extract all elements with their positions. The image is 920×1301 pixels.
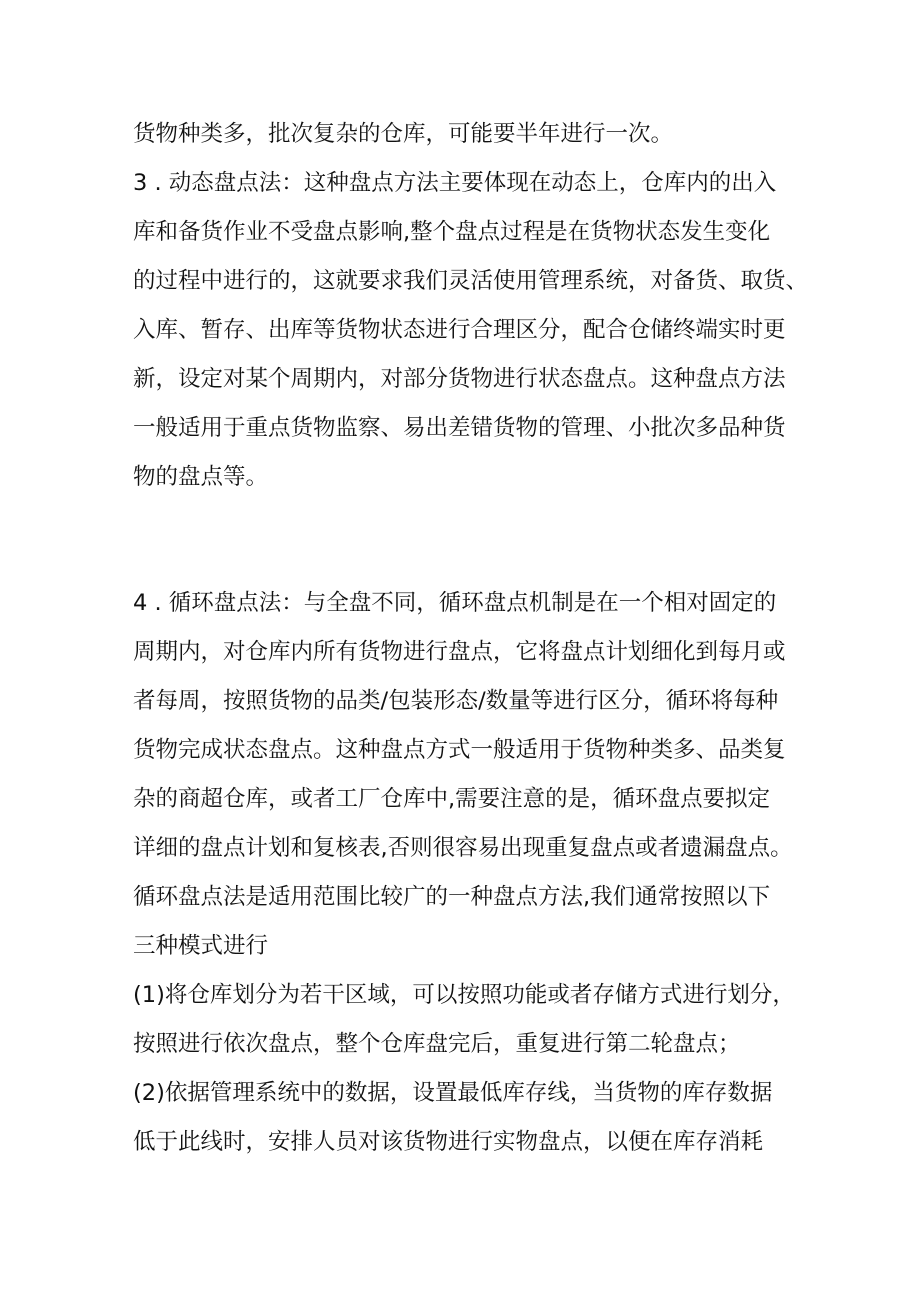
text-line: 按照进行依次盘点，整个仓库盘完后，重复进行第二轮盘点； bbox=[133, 1031, 741, 1057]
text-line: 三种模式进行 bbox=[133, 933, 269, 959]
text-line: 4 . 循环盘点法：与全盘不同，循环盘点机制是在一个相对固定的 bbox=[133, 590, 777, 616]
text-line: 一般适用于重点货物监察、易出差错货物的管理、小批次多品种货 bbox=[133, 415, 786, 441]
text-line: 的过程中进行的，这就要求我们灵活使用管理系统，对备货、取货、 bbox=[133, 268, 809, 294]
text-block-dynamic-counting bbox=[133, 110, 813, 502]
text-line: (1)将仓库划分为若干区域，可以按照功能或者存储方式进行划分， bbox=[133, 982, 795, 1008]
text-line: 新，设定对某个周期内，对部分货物进行状态盘点。这种盘点方法 bbox=[133, 366, 786, 392]
text-block-cycle-counting bbox=[133, 579, 813, 1167]
text-line: 货物种类多，批次复杂的仓库，可能要半年进行一次。 bbox=[133, 121, 674, 147]
text-line: 周期内，对仓库内所有货物进行盘点，它将盘点计划细化到每月或 bbox=[133, 639, 786, 665]
text-line: (2)依据管理系统中的数据，设置最低库存线，当货物的库存数据 bbox=[133, 1080, 773, 1106]
text-line: 循环盘点法是适用范围比较广的一种盘点方法,我们通常按照以下 bbox=[133, 884, 771, 910]
text-line: 库和备货作业不受盘点影响,整个盘点过程是在货物状态发生变化 bbox=[133, 219, 771, 245]
text-line: 货物完成状态盘点。这种盘点方式一般适用于货物种类多、品类复 bbox=[133, 737, 786, 763]
text-line: 入库、暂存、出库等货物状态进行合理区分，配合仓储终端实时更 bbox=[133, 317, 786, 343]
text-line: 者每周，按照货物的品类/包装形态/数量等进行区分，循环将每种 bbox=[133, 688, 779, 714]
text-line: 物的盘点等。 bbox=[133, 464, 269, 490]
text-line: 低于此线时，安排人员对该货物进行实物盘点，以便在库存消耗 bbox=[133, 1129, 764, 1155]
text-line: 3 . 动态盘点法：这种盘点方法主要体现在动态上，仓库内的出入 bbox=[133, 170, 777, 196]
text-line: 详细的盘点计划和复核表,否则很容易出现重复盘点或者遗漏盘点。 bbox=[133, 835, 793, 861]
text-line: 杂的商超仓库，或者工厂仓库中,需要注意的是，循环盘点要拟定 bbox=[133, 786, 771, 812]
